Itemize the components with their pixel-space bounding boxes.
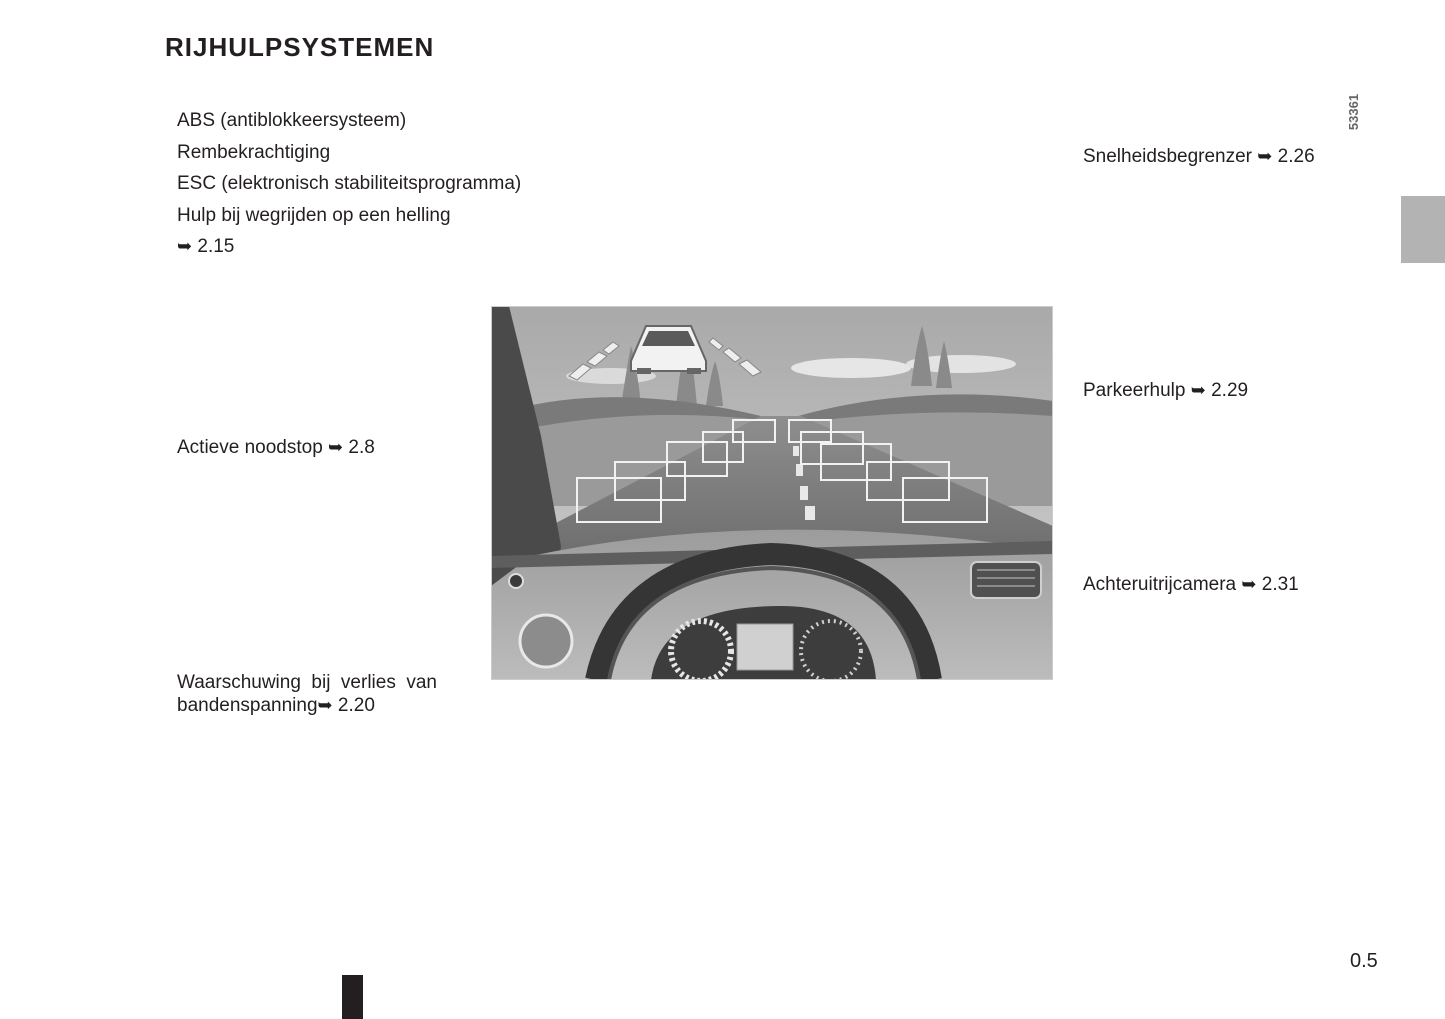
tyre-pressure-line2 — [177, 694, 437, 717]
tyre-pressure-ref: 2.20 — [337, 695, 375, 716]
word: verlies — [340, 672, 396, 693]
reverse-camera-ref: 2.31 — [1261, 574, 1299, 595]
emergency-stop-ref: 2.8 — [348, 437, 375, 458]
edge-marker — [342, 975, 363, 1019]
driving-aids-list — [177, 105, 521, 263]
image-code-text: 53361 — [1346, 93, 1361, 131]
tyre-pressure-text: bandenspanning — [177, 695, 318, 716]
list-item-hill-start: Hulp bij wegrijden op een helling — [177, 204, 451, 226]
reference-arrow-icon: ➥ — [328, 437, 344, 457]
emergency-stop-label[interactable] — [177, 432, 375, 463]
reference-arrow-icon: ➥ — [1241, 574, 1257, 594]
speed-limiter-ref: 2.26 — [1277, 146, 1315, 167]
reverse-camera-label[interactable] — [1083, 569, 1299, 600]
parking-aid-text: Parkeerhulp — [1083, 380, 1186, 401]
tyre-pressure-label[interactable] — [177, 672, 437, 717]
speed-limiter-label[interactable] — [1083, 141, 1315, 172]
reference-arrow-icon: ➥ — [1190, 380, 1206, 400]
emergency-stop-text: Actieve noodstop — [177, 437, 323, 458]
list-item-brake-assist: Rembekrachtiging — [177, 141, 331, 163]
speed-limiter-text: Snelheidsbegrenzer — [1083, 146, 1253, 167]
page-title: RIJHULPSYSTEMEN — [165, 32, 435, 62]
word: bij — [311, 672, 331, 693]
word: van — [406, 672, 437, 693]
reverse-camera-text: Achteruitrijcamera — [1083, 574, 1237, 595]
driver-view-illustration — [491, 306, 1053, 680]
reference-page: 2.15 — [197, 236, 235, 257]
list-reference[interactable] — [177, 231, 521, 263]
car-ahead-icon — [631, 326, 706, 374]
air-vent — [971, 562, 1041, 598]
reference-arrow-icon: ➥ — [177, 236, 193, 256]
image-reference-code — [1346, 92, 1386, 132]
reference-arrow-icon: ➥ — [317, 695, 333, 715]
reference-arrow-icon: ➥ — [1257, 146, 1273, 166]
list-item-abs: ABS (antiblokkeersysteem) — [177, 110, 407, 131]
page-number: 0.5 — [1350, 950, 1378, 972]
thumb-index-tab — [1401, 196, 1445, 263]
list-item-esc: ESC (elektronisch stabiliteitsprogramma) — [177, 173, 522, 194]
parking-aid-label[interactable] — [1083, 375, 1248, 406]
parking-aid-ref: 2.29 — [1211, 380, 1249, 401]
word: Waarschuwing — [177, 672, 301, 693]
tyre-pressure-line1 — [177, 672, 437, 694]
